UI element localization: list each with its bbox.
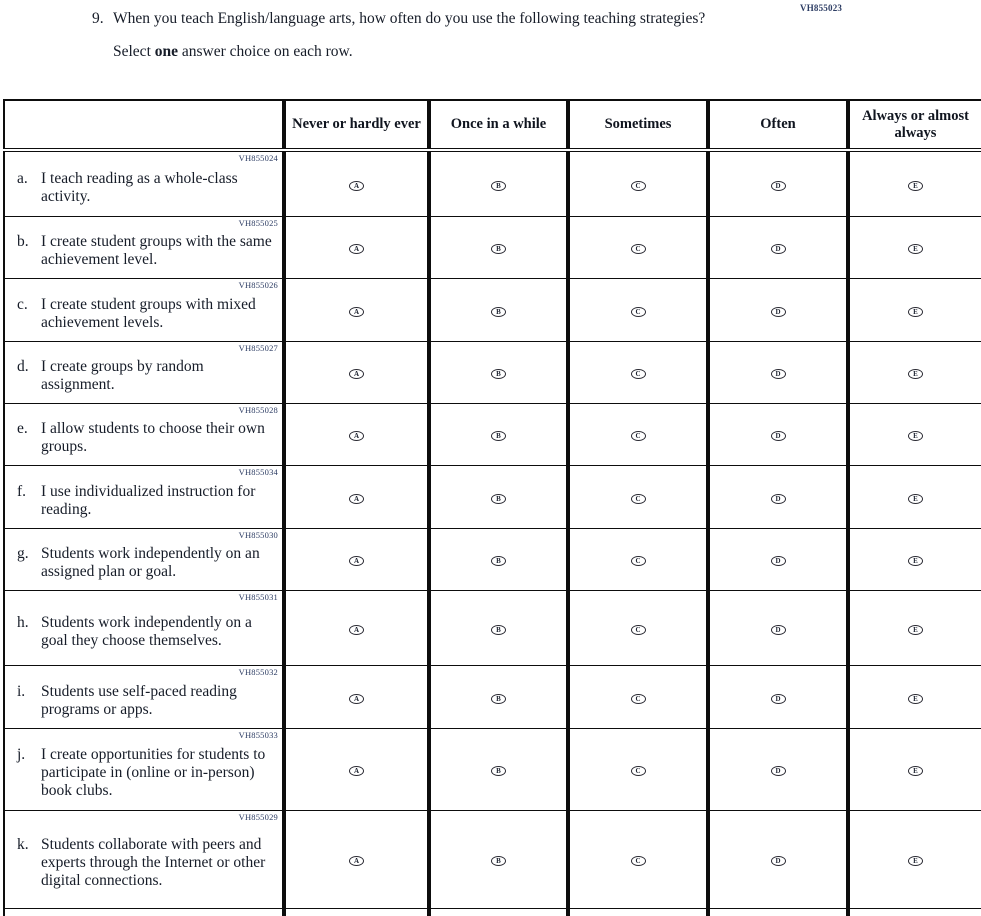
statement-text: I teach reading as a whole-class activity. — [41, 169, 238, 205]
stub-header — [4, 100, 284, 150]
answer-bubble-c[interactable]: C — [631, 494, 646, 504]
answer-bubble-a[interactable]: A — [349, 307, 364, 317]
choice-cell — [848, 465, 981, 528]
choice-cell — [284, 590, 429, 665]
answer-bubble-e[interactable]: E — [908, 556, 923, 566]
statement-cell — [4, 810, 284, 908]
answer-bubble-c[interactable]: C — [631, 766, 646, 776]
statement-row — [4, 278, 981, 341]
choice-cell — [568, 150, 708, 216]
choice-cell — [848, 216, 981, 278]
choice-cell — [284, 465, 429, 528]
statement-letter: d. — [17, 358, 29, 376]
choice-cell — [429, 278, 568, 341]
answer-bubble-e[interactable]: E — [908, 625, 923, 635]
choice-cell — [284, 216, 429, 278]
choice-cell — [429, 216, 568, 278]
answer-bubble-b[interactable]: B — [491, 244, 506, 254]
choice-cell — [848, 810, 981, 908]
statement-row — [4, 528, 981, 590]
choice-cell — [708, 150, 848, 216]
response-grid — [3, 99, 981, 916]
answer-bubble-a[interactable]: A — [349, 244, 364, 254]
statement-text: Students work independently on an assigned plan or goal. — [41, 545, 260, 580]
statement-text: Students use self-paced reading programs or apps. — [41, 682, 237, 718]
statement-text: I create student groups with mixed achievement levels. — [41, 295, 256, 331]
choice-cell — [284, 403, 429, 465]
statement-letter: i. — [17, 682, 26, 700]
choice-cell — [429, 528, 568, 590]
item-code: VH855028 — [238, 404, 278, 415]
answer-bubble-a[interactable]: A — [349, 766, 364, 776]
column-header-sometimes: Sometimes — [568, 100, 708, 150]
statement-row — [4, 341, 981, 403]
choice-cell — [568, 216, 708, 278]
item-code: VH855034 — [238, 466, 278, 477]
answer-bubble-e[interactable]: E — [908, 431, 923, 441]
statement-text: I create student groups with the same achievement level. — [41, 233, 272, 268]
cropped-cell — [568, 908, 708, 916]
choice-cell — [568, 528, 708, 590]
choice-cell — [429, 665, 568, 728]
choice-cell — [429, 810, 568, 908]
answer-bubble-e[interactable]: E — [908, 181, 923, 191]
choice-cell — [429, 728, 568, 810]
question-text: When you teach English/language arts, how often do you use the following teaching strategies? — [113, 10, 706, 27]
answer-bubble-c[interactable]: C — [631, 369, 646, 379]
answer-bubble-a[interactable]: A — [349, 181, 364, 191]
choice-cell — [284, 665, 429, 728]
choice-cell — [848, 590, 981, 665]
answer-bubble-b[interactable]: B — [491, 556, 506, 566]
instruction-bold-word: one — [154, 43, 178, 61]
question-instruction — [113, 42, 752, 61]
item-code: VH855026 — [238, 279, 278, 290]
statement-cell — [4, 465, 284, 528]
answer-bubble-c[interactable]: C — [631, 694, 646, 704]
answer-bubble-d[interactable]: D — [771, 181, 786, 191]
answer-bubble-c[interactable]: C — [631, 307, 646, 317]
choice-cell — [568, 403, 708, 465]
choice-cell — [284, 278, 429, 341]
choice-cell — [568, 278, 708, 341]
statement-row — [4, 150, 981, 216]
item-code: VH855030 — [238, 529, 278, 540]
choice-cell — [708, 341, 848, 403]
choice-cell — [708, 590, 848, 665]
statement-letter: b. — [17, 233, 29, 251]
choice-cell — [429, 465, 568, 528]
choice-cell — [708, 465, 848, 528]
choice-cell — [708, 528, 848, 590]
answer-bubble-e[interactable]: E — [908, 766, 923, 776]
choice-cell — [708, 810, 848, 908]
statement-row — [4, 403, 981, 465]
statement-letter: j. — [17, 746, 26, 764]
statement-letter: a. — [17, 169, 28, 187]
choice-cell — [848, 665, 981, 728]
choice-cell — [429, 590, 568, 665]
statement-cell — [4, 665, 284, 728]
header-row — [4, 100, 981, 150]
choice-cell — [708, 216, 848, 278]
answer-bubble-b[interactable]: B — [491, 307, 506, 317]
item-code: VH855024 — [238, 153, 278, 163]
choice-cell — [708, 665, 848, 728]
answer-bubble-a[interactable]: A — [349, 856, 364, 866]
cropped-cell — [284, 908, 429, 916]
choice-cell — [848, 150, 981, 216]
answer-bubble-c[interactable]: C — [631, 556, 646, 566]
column-header-always: Always or almost always — [848, 100, 981, 150]
cropped-cell — [708, 908, 848, 916]
statement-letter: c. — [17, 295, 28, 313]
statement-row — [4, 810, 981, 908]
statement-cell — [4, 150, 284, 216]
statement-letter: f. — [17, 482, 27, 500]
choice-cell — [568, 728, 708, 810]
choice-cell — [848, 528, 981, 590]
statement-text: I create groups by random assignment. — [41, 358, 204, 393]
answer-bubble-d[interactable]: D — [771, 556, 786, 566]
choice-cell — [708, 403, 848, 465]
answer-bubble-e[interactable]: E — [908, 856, 923, 866]
answer-bubble-d[interactable]: D — [771, 694, 786, 704]
statement-row — [4, 665, 981, 728]
item-code: VH855032 — [238, 666, 278, 677]
column-header-often: Often — [708, 100, 848, 150]
choice-cell — [708, 278, 848, 341]
statement-cell — [4, 341, 284, 403]
statement-letter: k. — [17, 836, 29, 854]
choice-cell — [284, 150, 429, 216]
item-code: VH855031 — [238, 591, 278, 602]
answer-bubble-a[interactable]: A — [349, 556, 364, 566]
statement-cell — [4, 403, 284, 465]
answer-bubble-d[interactable]: D — [771, 307, 786, 317]
choice-cell — [284, 810, 429, 908]
answer-bubble-d[interactable]: D — [771, 766, 786, 776]
statement-row — [4, 590, 981, 665]
statement-text: I create opportunities for students to participate in (online or in-person) book clubs. — [41, 746, 266, 799]
choice-cell — [848, 341, 981, 403]
cropped-cell — [4, 908, 284, 916]
answer-bubble-d[interactable]: D — [771, 369, 786, 379]
answer-bubble-b[interactable]: B — [491, 625, 506, 635]
answer-bubble-b[interactable]: B — [491, 369, 506, 379]
answer-bubble-b[interactable]: B — [491, 856, 506, 866]
statement-cell — [4, 216, 284, 278]
answer-bubble-a[interactable]: A — [349, 369, 364, 379]
choice-cell — [848, 278, 981, 341]
answer-bubble-e[interactable]: E — [908, 694, 923, 704]
choice-cell — [848, 403, 981, 465]
cropped-cell — [429, 908, 568, 916]
statement-text: Students collaborate with peers and experts through the Internet or other digital connections. — [41, 836, 266, 889]
choice-cell — [568, 810, 708, 908]
choice-cell — [568, 665, 708, 728]
item-code: VH855027 — [238, 342, 278, 353]
answer-bubble-b[interactable]: B — [491, 181, 506, 191]
answer-bubble-b[interactable]: B — [491, 694, 506, 704]
choice-cell — [284, 341, 429, 403]
answer-bubble-e[interactable]: E — [908, 494, 923, 504]
statement-text: I allow students to choose their own groups. — [41, 420, 265, 455]
statement-cell — [4, 528, 284, 590]
item-code: VH855029 — [238, 811, 278, 822]
answer-bubble-d[interactable]: D — [771, 625, 786, 635]
column-header-once-in-a-while: Once in a while — [429, 100, 568, 150]
statement-row — [4, 728, 981, 810]
answer-bubble-b[interactable]: B — [491, 766, 506, 776]
statement-cell — [4, 728, 284, 810]
statement-letter: h. — [17, 613, 29, 631]
choice-cell — [284, 728, 429, 810]
answer-bubble-b[interactable]: B — [491, 494, 506, 504]
answer-bubble-a[interactable]: A — [349, 494, 364, 504]
instruction-prefix: Select — [113, 43, 155, 61]
choice-cell — [429, 150, 568, 216]
statement-letter: e. — [17, 420, 28, 438]
statement-letter: g. — [17, 545, 29, 563]
statement-row — [4, 216, 981, 278]
choice-cell — [568, 465, 708, 528]
item-code: VH855033 — [238, 729, 278, 740]
choice-cell — [568, 341, 708, 403]
item-code: VH855025 — [238, 217, 278, 228]
choice-cell — [708, 728, 848, 810]
instruction-suffix: answer choice on each row. — [178, 43, 353, 61]
question-number: 9. — [92, 10, 104, 27]
choice-cell — [429, 403, 568, 465]
page-code: VH855023 — [800, 3, 843, 13]
answer-bubble-c[interactable]: C — [631, 181, 646, 191]
answer-bubble-e[interactable]: E — [908, 244, 923, 254]
statement-cell — [4, 278, 284, 341]
cropped-cell — [848, 908, 981, 916]
statement-text: I use individualized instruction for reading. — [41, 482, 256, 518]
cropped-row — [4, 908, 981, 916]
answer-bubble-e[interactable]: E — [908, 307, 923, 317]
answer-bubble-c[interactable]: C — [631, 625, 646, 635]
answer-bubble-d[interactable]: D — [771, 244, 786, 254]
answer-bubble-a[interactable]: A — [349, 431, 364, 441]
answer-bubble-b[interactable]: B — [491, 431, 506, 441]
choice-cell — [284, 528, 429, 590]
statement-text: Students work independently on a goal they choose themselves. — [41, 613, 252, 649]
choice-cell — [848, 728, 981, 810]
choice-cell — [429, 341, 568, 403]
statement-cell — [4, 590, 284, 665]
answer-bubble-d[interactable]: D — [771, 856, 786, 866]
answer-bubble-d[interactable]: D — [771, 494, 786, 504]
answer-bubble-d[interactable]: D — [771, 431, 786, 441]
question-block — [92, 9, 752, 62]
statement-row — [4, 465, 981, 528]
answer-bubble-c[interactable]: C — [631, 431, 646, 441]
answer-bubble-c[interactable]: C — [631, 856, 646, 866]
answer-bubble-a[interactable]: A — [349, 625, 364, 635]
answer-bubble-e[interactable]: E — [908, 369, 923, 379]
answer-bubble-a[interactable]: A — [349, 694, 364, 704]
column-header-never: Never or hardly ever — [284, 100, 429, 150]
choice-cell — [568, 590, 708, 665]
answer-bubble-c[interactable]: C — [631, 244, 646, 254]
